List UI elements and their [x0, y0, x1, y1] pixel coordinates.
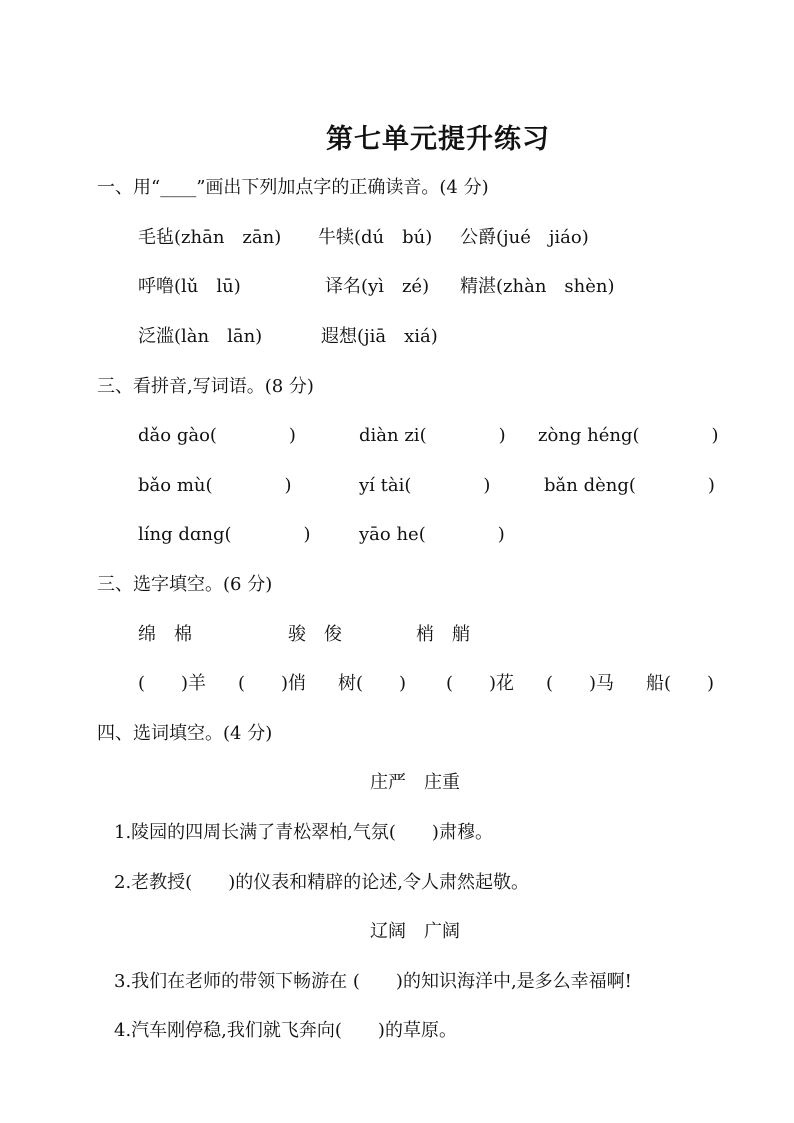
char-choice: 骏 俊: [288, 624, 342, 645]
pinyin-blank: líng dɑng( ): [138, 524, 311, 545]
pinyin-blank: yāo he( ): [359, 524, 505, 545]
pinyin-blank: diàn zi( ): [359, 425, 506, 446]
page-title: 第七单元提升练习: [326, 124, 550, 155]
char-blank: ( )羊: [138, 673, 207, 694]
pinyin-choice: 遐想(jiā xiá): [321, 326, 438, 347]
pinyin-blank: bǎn dèng( ): [544, 475, 715, 496]
pinyin-choice: 泛滥(làn lān): [138, 326, 263, 347]
char-blank: 船( ): [646, 673, 715, 694]
pinyin-choice: 牛犊(dú bú): [318, 227, 433, 248]
pinyin-blank: dǎo gào( ): [138, 425, 296, 446]
section-1-heading: 一、用“____”画出下列加点字的正确读音。(4 分): [97, 177, 489, 198]
word-choices: 辽阔 广阔: [370, 921, 460, 942]
pinyin-choice: 译名(yì zé): [325, 276, 430, 297]
section-2-heading: 三、看拼音,写词语。(8 分): [97, 376, 314, 397]
pinyin-choice: 呼噜(lǔ lū): [138, 276, 241, 297]
pinyin-choice: 公爵(jué jiáo): [460, 227, 589, 248]
word-choices: 庄严 庄重: [370, 772, 460, 793]
char-blank: ( )花: [446, 673, 515, 694]
fill-sentence: 4.汽车刚停稳,我们就飞奔向( )的草原。: [114, 1020, 457, 1041]
fill-sentence: 1.陵园的四周长满了青松翠柏,气氛( )肃穆。: [114, 822, 493, 843]
pinyin-blank: bǎo mù( ): [138, 475, 292, 496]
char-blank: 树( ): [338, 673, 407, 694]
fill-sentence: 3.我们在老师的带领下畅游在 ( )的知识海洋中,是多么幸福啊!: [114, 971, 632, 992]
pinyin-blank: yí tài( ): [359, 475, 491, 496]
pinyin-choice: 毛毡(zhān zān): [138, 227, 282, 248]
char-blank: ( )马: [546, 673, 615, 694]
char-choice: 绵 棉: [138, 624, 192, 645]
char-blank: ( )俏: [238, 673, 307, 694]
char-choice: 梢 艄: [416, 624, 470, 645]
pinyin-blank: zòng héng( ): [538, 425, 719, 446]
fill-sentence: 2.老教授( )的仪表和精辟的论述,令人肃然起敬。: [114, 872, 529, 893]
section-4-heading: 四、选词填空。(4 分): [97, 723, 273, 744]
pinyin-choice: 精湛(zhàn shèn): [460, 276, 615, 297]
section-3-heading: 三、选字填空。(6 分): [97, 574, 273, 595]
